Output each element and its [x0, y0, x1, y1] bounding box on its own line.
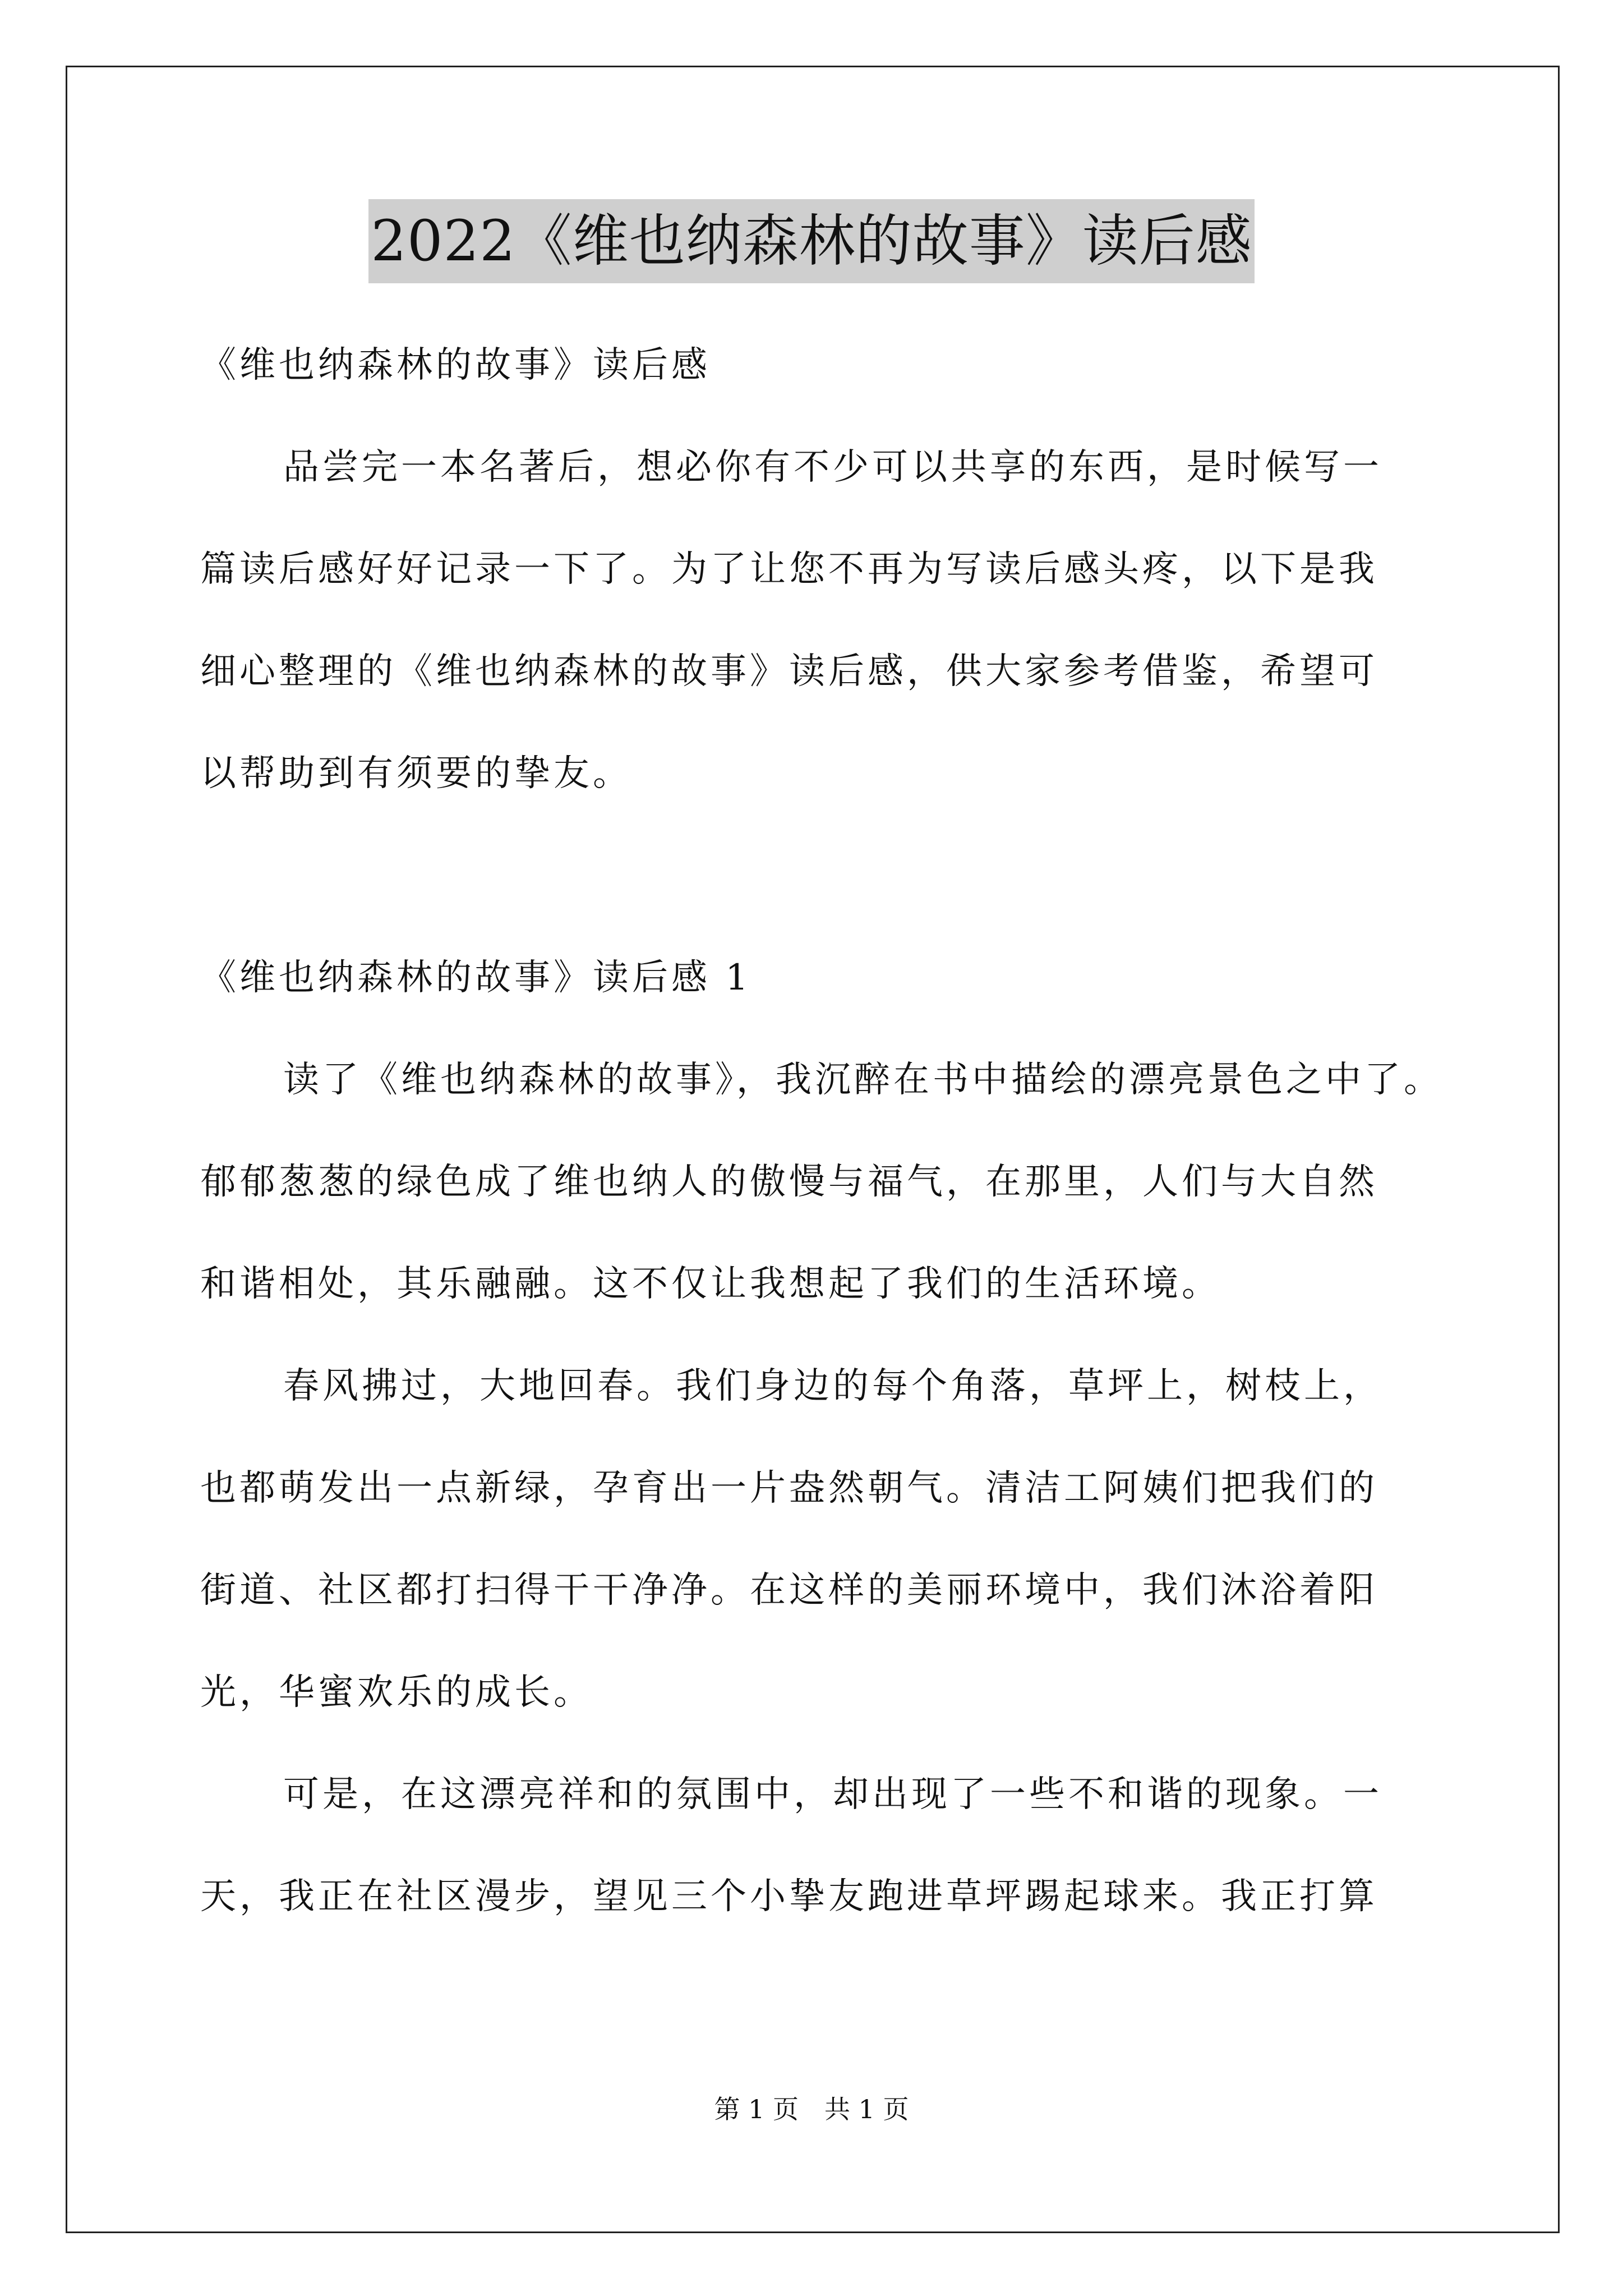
document-body [200, 314, 1443, 1948]
paragraph-line[interactable]: 天，我正在社区漫步，望见三个小挚友跑进草坪踢起球来。我正打算 [200, 1876, 1378, 1917]
document-title[interactable]: 2022《维也纳森林的故事》读后感 [368, 199, 1255, 283]
page-footer: 第 1 页 共 1 页 [714, 2094, 909, 2124]
paragraph-line[interactable]: 和谐相处，其乐融融。这不仅让我想起了我们的生活环境。 [200, 1263, 1221, 1305]
section-heading[interactable]: 《维也纳森林的故事》读后感 [200, 344, 711, 386]
paragraph-line[interactable]: 也都萌发出一点新绿，孕育出一片盎然朝气。清洁工阿姨们把我们的 [200, 1467, 1378, 1509]
paragraph-line[interactable]: 篇读后感好好记录一下了。为了让您不再为写读后感头疼，以下是我 [200, 549, 1378, 590]
paragraph-line[interactable]: 细心整理的《维也纳森林的故事》读后感，供大家参考借鉴，希望可 [200, 651, 1378, 692]
paragraph-line[interactable]: 以帮助到有须要的挚友。 [200, 753, 632, 794]
paragraph-line[interactable]: 春风拂过，大地回春。我们身边的每个角落，草坪上，树枝上， [283, 1365, 1382, 1407]
blank-line [200, 825, 1428, 927]
paragraph-line[interactable]: 读了《维也纳森林的故事》，我沉醉在书中描绘的漂亮景色之中了。 [283, 1059, 1443, 1101]
paragraph-line[interactable]: 可是，在这漂亮祥和的氛围中，却出现了一些不和谐的现象。一 [283, 1774, 1382, 1815]
paragraph-line[interactable]: 街道、社区都打扫得干干净净。在这样的美丽环境中，我们沐浴着阳 [200, 1570, 1378, 1611]
paragraph-line[interactable]: 光，华蜜欢乐的成长。 [200, 1672, 593, 1713]
paragraph-line[interactable]: 郁郁葱葱的绿色成了维也纳人的傲慢与福气，在那里，人们与大自然 [200, 1161, 1378, 1203]
title-container [0, 199, 1623, 283]
paragraph-line[interactable]: 品尝完一本名著后，想必你有不少可以共享的东西，是时候写一 [283, 447, 1382, 488]
section-heading[interactable]: 《维也纳森林的故事》读后感 1 [200, 957, 752, 999]
